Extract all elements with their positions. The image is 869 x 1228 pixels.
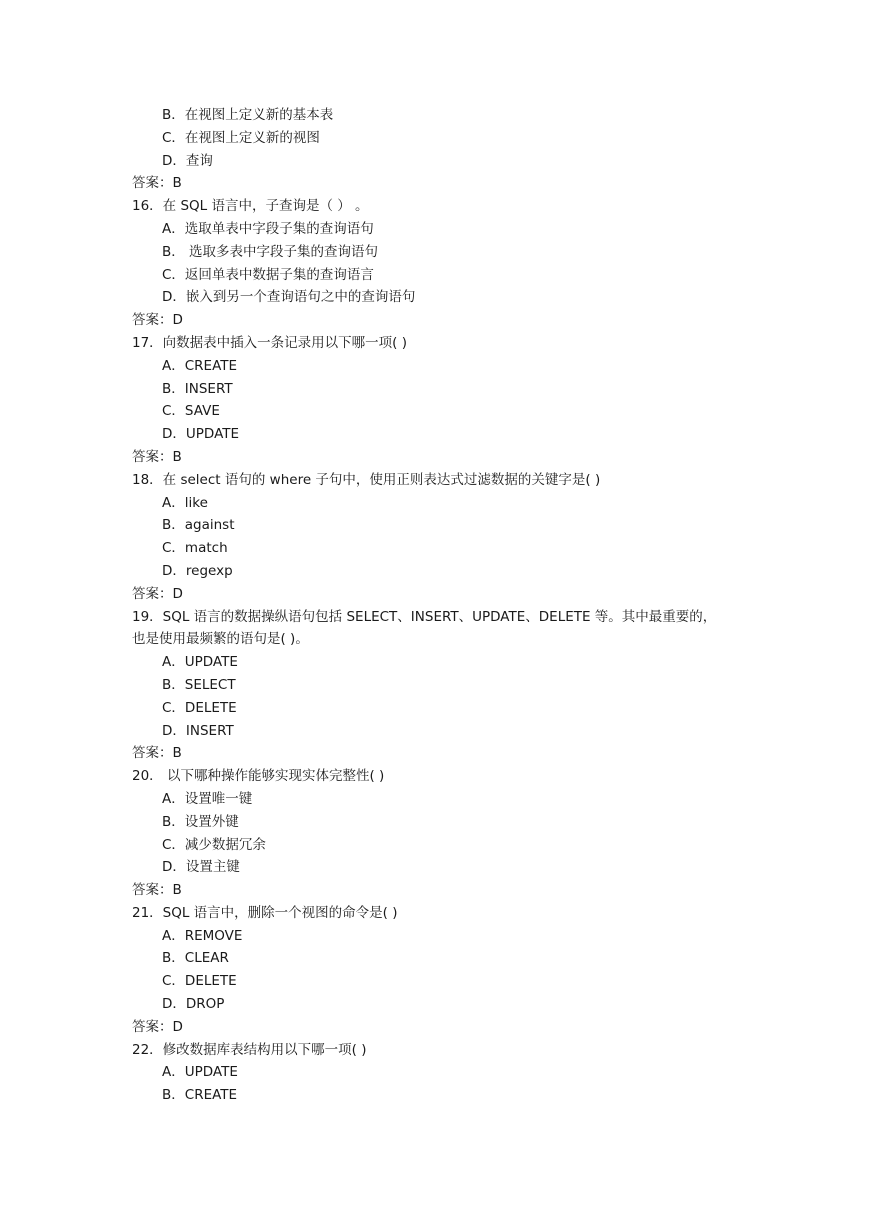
option-line: D．DROP [162, 996, 225, 1013]
answer-line: 答案：D [132, 585, 183, 602]
option-line: C．减少数据冗余 [162, 836, 266, 853]
option-line: A．设置唯一键 [162, 790, 253, 807]
option-line: C．在视图上定义新的视图 [162, 129, 320, 146]
answer-line: 答案：B [132, 448, 182, 465]
option-line: D．嵌入到另一个查询语句之中的查询语句 [162, 289, 416, 306]
option-line: B．设置外键 [162, 813, 239, 830]
question-line: 22．修改数据库表结构用以下哪一项( ) [132, 1041, 367, 1058]
option-line: D．INSERT [162, 722, 234, 739]
option-line: B．against [162, 517, 235, 534]
question-line: 17．向数据表中插入一条记录用以下哪一项( ) [132, 334, 408, 351]
question-line: 21．SQL 语言中，删除一个视图的命令是( ) [132, 904, 398, 921]
answer-line: 答案：B [132, 175, 182, 192]
option-line: B．SELECT [162, 676, 236, 693]
question-line: 18．在 select 语句的 where 子句中，使用正则表达式过滤数据的关键字是( ) [132, 471, 601, 488]
option-line: C．DELETE [162, 699, 237, 716]
option-line: B． 选取多表中字段子集的查询语句 [162, 243, 379, 260]
option-line: D．UPDATE [162, 426, 240, 443]
question-line: 16．在 SQL 语言中，子查询是（ ） 。 [132, 198, 369, 215]
question-list [132, 104, 742, 1107]
answer-line: 答案：B [132, 882, 182, 899]
option-line: A．UPDATE [162, 1064, 238, 1081]
option-line: B．在视图上定义新的基本表 [162, 107, 334, 123]
option-line: A．REMOVE [162, 927, 243, 944]
option-line: D．查询 [162, 152, 213, 169]
option-line: C．DELETE [162, 973, 237, 990]
option-line: A．CREATE [162, 357, 238, 374]
option-line: B．CREATE [162, 1087, 238, 1104]
option-line: C．返回单表中数据子集的查询语言 [162, 266, 374, 283]
option-line: D．设置主键 [162, 859, 240, 876]
question-line: 20． 以下哪种操作能够实现实体完整性( ) [132, 768, 385, 785]
question-line-continued: 也是使用最频繁的语句是( )。 [132, 631, 309, 648]
answer-line: 答案：D [132, 1018, 183, 1035]
option-line: A．like [162, 494, 208, 511]
option-line: A．UPDATE [162, 654, 238, 671]
question-line: 19．SQL 语言的数据操纵语句包括 SELECT、INSERT、UPDATE、DELETE 等。其中最重要的， [132, 608, 717, 625]
answer-line: 答案：D [132, 312, 183, 329]
option-line: C．match [162, 540, 228, 557]
option-line: B．CLEAR [162, 950, 229, 967]
option-line: C．SAVE [162, 403, 220, 420]
option-line: B．INSERT [162, 380, 233, 397]
option-line: D．regexp [162, 562, 233, 579]
answer-line: 答案：B [132, 745, 182, 762]
option-line: A．选取单表中字段子集的查询语句 [162, 220, 374, 237]
